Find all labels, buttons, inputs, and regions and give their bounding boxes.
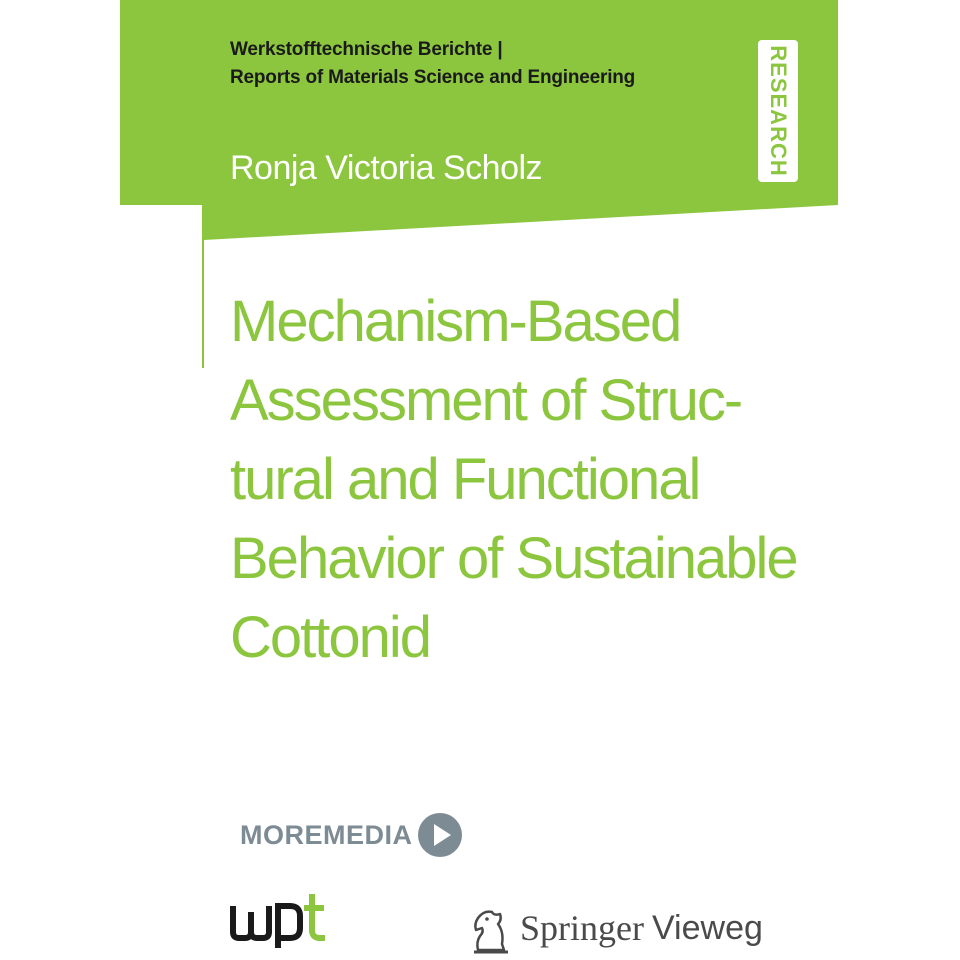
series-title <box>230 36 635 92</box>
series-line-2: Reports of Materials Science and Engineering <box>230 67 636 88</box>
book-cover <box>120 0 838 960</box>
publisher-name: Springer <box>520 908 644 948</box>
accent-vertical-line <box>202 0 204 368</box>
series-line-1: Werkstofftechnische Berichte | <box>230 39 503 60</box>
title-line: Cottonid <box>230 605 431 670</box>
publisher-imprint: Vieweg <box>651 908 763 947</box>
moremedia-badge <box>240 812 463 858</box>
research-badge <box>758 40 798 182</box>
springer-vieweg-logo <box>468 898 763 958</box>
title-line: tural and Functional <box>230 447 700 512</box>
wpt-logo <box>230 892 326 953</box>
play-icon <box>417 812 463 858</box>
wpt-logo-mark <box>230 892 326 948</box>
moremedia-label: MOREMEDIA <box>240 819 413 850</box>
author-name: Ronja Victoria Scholz <box>230 149 543 187</box>
title-line: Behavior of Sustainable <box>230 526 797 591</box>
research-badge-label: RESEARCH <box>766 45 791 177</box>
book-title <box>230 282 830 677</box>
knight-chess-icon <box>468 902 512 954</box>
title-line: Mechanism-Based <box>230 289 681 354</box>
title-line: Assessment of Struc- <box>230 368 742 433</box>
